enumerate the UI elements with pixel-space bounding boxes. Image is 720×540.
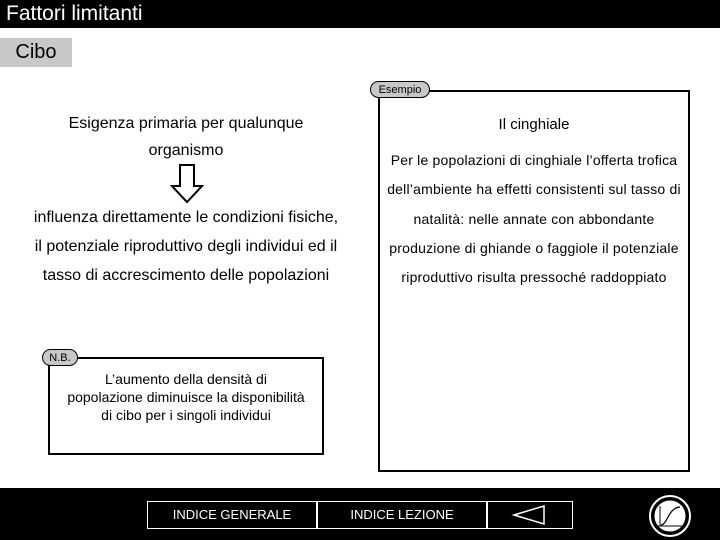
page-title: Fattori limitanti [0, 0, 720, 28]
section-label: Cibo [0, 38, 72, 67]
general-index-button[interactable]: INDICE GENERALE [147, 501, 317, 529]
example-title: Il cinghiale [498, 116, 570, 133]
back-button[interactable] [487, 501, 573, 529]
note-tag: N.B. [42, 349, 78, 366]
example-tag: Esempio [370, 81, 430, 98]
primary-need-text: Esigenza primaria per qualunque organismo [68, 115, 304, 159]
note-text: L’aumento della densità di popolazione diminuisce la disponibilità di cibo per i singoli individui [67, 371, 305, 423]
back-triangle-icon [510, 503, 550, 527]
influence-text: influenza direttamente le condizioni fisiche, il potenziale riproduttivo degli individui ed il tasso di accrescimento delle popolazioni [33, 209, 339, 284]
down-arrow-icon [170, 164, 204, 204]
example-body: Per le popolazioni di cinghiale l’offerta trofica dell’ambiente ha effetti consistenti sul tasso di natalità: nelle annate con abbondante produzione di ghiande o faggiole il potenziale riproduttivo risulta pressoché raddoppiato [387, 152, 681, 286]
logo-icon[interactable] [648, 494, 692, 538]
lesson-index-button[interactable]: INDICE LEZIONE [317, 501, 487, 529]
